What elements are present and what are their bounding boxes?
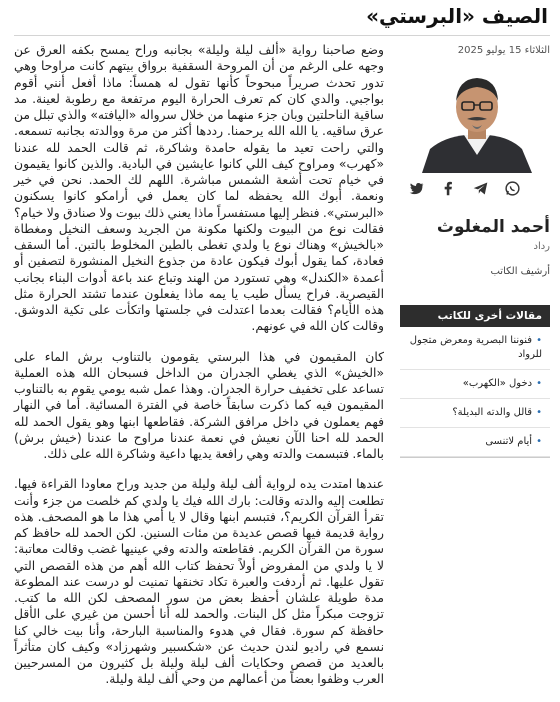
more-articles-list xyxy=(400,327,550,458)
more-article-item[interactable] xyxy=(400,399,550,428)
telegram-icon[interactable] xyxy=(470,178,490,198)
bullet-icon: • xyxy=(536,378,542,389)
author-role: رداد xyxy=(533,241,550,252)
sidebar xyxy=(400,36,550,458)
more-article-item[interactable] xyxy=(400,428,550,457)
bullet-icon: • xyxy=(536,436,542,447)
bullet-icon: • xyxy=(536,335,542,346)
article-paragraph: وضع صاحبنا رواية «ألف ليلة وليلة» بجانبه وراح يمسح بكفه العرق عن وجهه على الرغم من أن المروحة السقفية برواق بيتهم كانت مراوحا وهي تدور تحدث صريراً مبحوحاً كأنها تقول له همساً: ماذا أفعل أنني أقوم بواجبي. والدي كان كم تعرف الحرارة اليوم مرتفعة مع رطوبة لعينة. مد ساقية الناحلتين وبان جزء منهما من خلال سرواله «اليافته» والذي تبلل من عرق ساقيه. يا الله الله يرحمنا. رددها أكثر من مرة ووالدته بجانبه تسمعه. والتي راحت تعيد ما يقوله حامدة وشاكرة، ثم قالت الحمد لله عندنا «كهرب» ومراوح كيف اللي كانوا عايشين في البادية. والذين كانوا يقيمون في خيام تحت أشعة الشمس مباشرة. اللهم لك الحمد. نحن في خير ونعمة. أبوك الله يحفظه لما كان يعمل في أرامكو كانوا يسكنون «البرستي». فنظر إليها مستفسراً ماذا يعني ذلك بيوت ولا صنادق ولا خيام؟ فقالت نوع من البيوت ولكنها مكونة من الجريد وسعف النخيل ومغطاة «بالخيش» وهناك نوع يا ولدي تغطى بالطين المخلوط بالتبن. أما السقف فعادة، كما يقول أبوك فيكون عادة من جذوع النخيل المنشورة لتصفين أو أعمدة «الكندل» وهي تستورد من الهند وتباع عند باعة أدوات البناء بجانب القيصرية. فراح يسأل طيب يا يمه ماذا يفعلون عندما تشتد الحرارة مثل هذه الأيام؟ فقالت بعدما اعتدلت في جلستها واتكأت على تكية الدوشق. وقالت كان الله في عونهم. xyxy=(14,43,384,334)
facebook-icon[interactable] xyxy=(438,178,458,198)
article-paragraph: كان المقيمون في هذا البرستي يقومون بالتناوب برش الماء على «الخيش» الذي يغطي الجدران من الداخل فسبحان الله هذه العملية تساعد على تخفيف حرارة الجدران. وهذا عمل شبه يومي يقوم به بالتناوب المقيمون فيه كما ذكرت سابقاً خاصة في الفترة المسائية. أما في النهار فهم يعملون في داخل مرافق الشركة. فقاطعها ابنها وهو يقول الحمد لله الحمد لله احنا الآن نعيش في نعمة عندنا مراوح ما عندنا (خيش برش) بالماء. فتبسمت والدته وهي رافعة يديها داعية وشاكرة الله على ذلك. xyxy=(14,349,384,461)
author-name[interactable]: أحمد المغلوث xyxy=(436,217,550,237)
more-articles-header: مقالات أخرى للكاتب xyxy=(400,305,550,327)
article-body xyxy=(14,42,384,702)
publish-date: الثلاثاء 15 يوليو 2025 xyxy=(457,45,550,56)
more-article-title[interactable]: قالل والدته البديلة؟ xyxy=(452,407,533,418)
article-paragraph: عندها امتدت يده لرواية ألف ليلة وليلة من جديد وراح معاودا القراءة فيها. تطلعت إليه والدته وقالت: بارك الله فيك يا ولدي كم خلصت من جزء وأنت تقرأ القرآن الكريم؟، فتبسم ابنها وقال لا يا أمي هذا ما هو المصحف. هذه رواية قديمة فيها قصص عديدة من مئات السنين. لكن الحمد لله حافظ كم سورة من القرآن الكريم. فقاطعته والدته وفي عينيها غضب وقالت معاتبة: لا يا ولدي من المفروض أولاً تحفظ كتاب الله أهم من هذه القصص التي تقول عليها. ثم أردفت والعبرة تكاد تخنقها تمنيت لو درست عند المطوعة مدة طويلة علشان أحفظ بعض من سور المصحف لكن الله ما كتب. تزوجت مبكراً مثل كل البنات. والحمد لله أنا أحسن من غيري على الأقل حافظة كم سورة. فقال في هدوء والمناسبة البارحة، وأنا بيت خالي كنا نسمع في راديو لندن حديث عن «شكسبير وشهرزاد» وكيف كان متأثراً بالعديد من قصص وحكايات ألف ليلة وليلة بل كثيرون من المسرحيين العرب وظفوا بعضاً من أعمالهم من وحي ألف ليلة وليلة. xyxy=(14,477,384,687)
more-article-title[interactable]: دخول «الكهرب» xyxy=(462,378,533,389)
more-article-title[interactable]: أيام لاتنسى xyxy=(485,436,533,447)
author-archive-link[interactable]: أرشيف الكاتب xyxy=(490,266,550,277)
author-portrait-image xyxy=(404,63,550,173)
more-article-item[interactable] xyxy=(400,327,550,370)
share-bar xyxy=(400,175,550,201)
bullet-icon: • xyxy=(536,407,542,418)
whatsapp-icon[interactable] xyxy=(502,178,522,198)
more-article-title[interactable]: فنوننا البصرية ومعرض متجول للرواد xyxy=(409,335,542,360)
more-article-item[interactable] xyxy=(400,370,550,399)
article-title: الصيف «البرستي» xyxy=(366,4,548,28)
twitter-icon[interactable] xyxy=(406,178,426,198)
author-photo xyxy=(404,63,550,173)
